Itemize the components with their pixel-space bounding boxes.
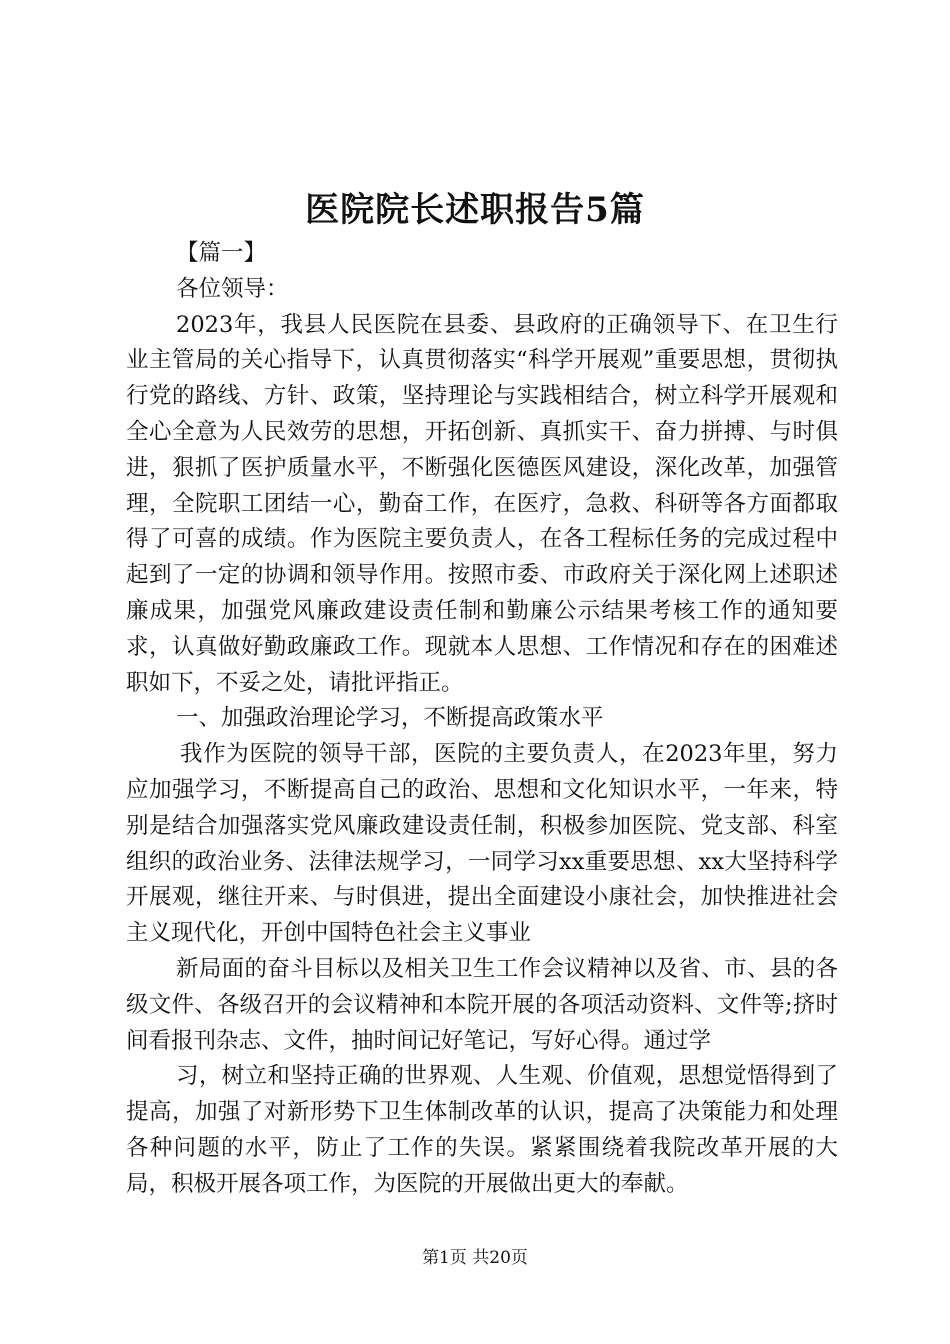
document-body <box>126 236 838 1203</box>
page-number: 第1页 共20页 <box>422 1248 528 1268</box>
section-heading: 【篇一】 <box>176 240 267 266</box>
paragraph: 2023年，我县人民医院在县委、县政府的正确领导下、在卫生行业主管局的关心指导下，认真贯彻落实“科学开展观”重要思想，贯彻执行党的路线、方针、政策，坚持理论与实践相结合，树立科学开展观和全心全意为人民效劳的思想，开拓创新、真抓实干、奋力拼搏、与时俱进，狠抓了医护质量水平，不断强化医德医风建设，深化改革，加强管理，全院职工团结一心，勤奋工作，在医疗，急救、科研等各方面都取得了可喜的成绩。作为医院主要负责人，在各工程标任务的完成过程中起到了一定的协调和领导作用。按照市委、市政府关于深化网上述职述廉成果，加强党风廉政建设责任制和勤廉公示结果考核工作的通知要求，认真做好勤政廉政工作。现就本人思想、工作情况和存在的困难述职如下，不妥之处，请批评指正。 <box>126 311 838 696</box>
paragraph: 习，树立和坚持正确的世界观、人生观、价值观，思想觉悟得到了提高，加强了对新形势下卫生体制改革的认识，提高了决策能力和处理各种问题的水平，防止了工作的失误。紧紧围绕着我院改革开展的大局，积极开展各项工作，为医院的开展做出更大的奉献。 <box>126 1063 838 1197</box>
paragraph: 我作为医院的领导干部，医院的主要负责人，在2023年里，努力应加强学习，不断提高自己的政治、思想和文化知识水平，一年来，特别是结合加强落实党风廉政建设责任制，积极参加医院、党支部、科室组织的政治业务、法律法规学习，一同学习xx重要思想、xx大坚持科学开展观，继往开来、与时俱进，提出全面建设小康社会，加快推进社会主义现代化，开创中国特色社会主义事业 <box>126 741 838 947</box>
subsection-heading: 一、加强政治理论学习，不断提高政策水平 <box>176 705 604 732</box>
salutation: 各位领导： <box>176 275 289 302</box>
paragraph: 新局面的奋斗目标以及相关卫生工作会议精神以及省、市、县的各级文件、各级召开的会议精神和本院开展的各项活动资料、文件等;挤时间看报刊杂志、文件，抽时间记好笔记，写好心得。通过学 <box>126 955 838 1054</box>
document-title: 医院院长述职报告5篇 <box>305 190 645 230</box>
